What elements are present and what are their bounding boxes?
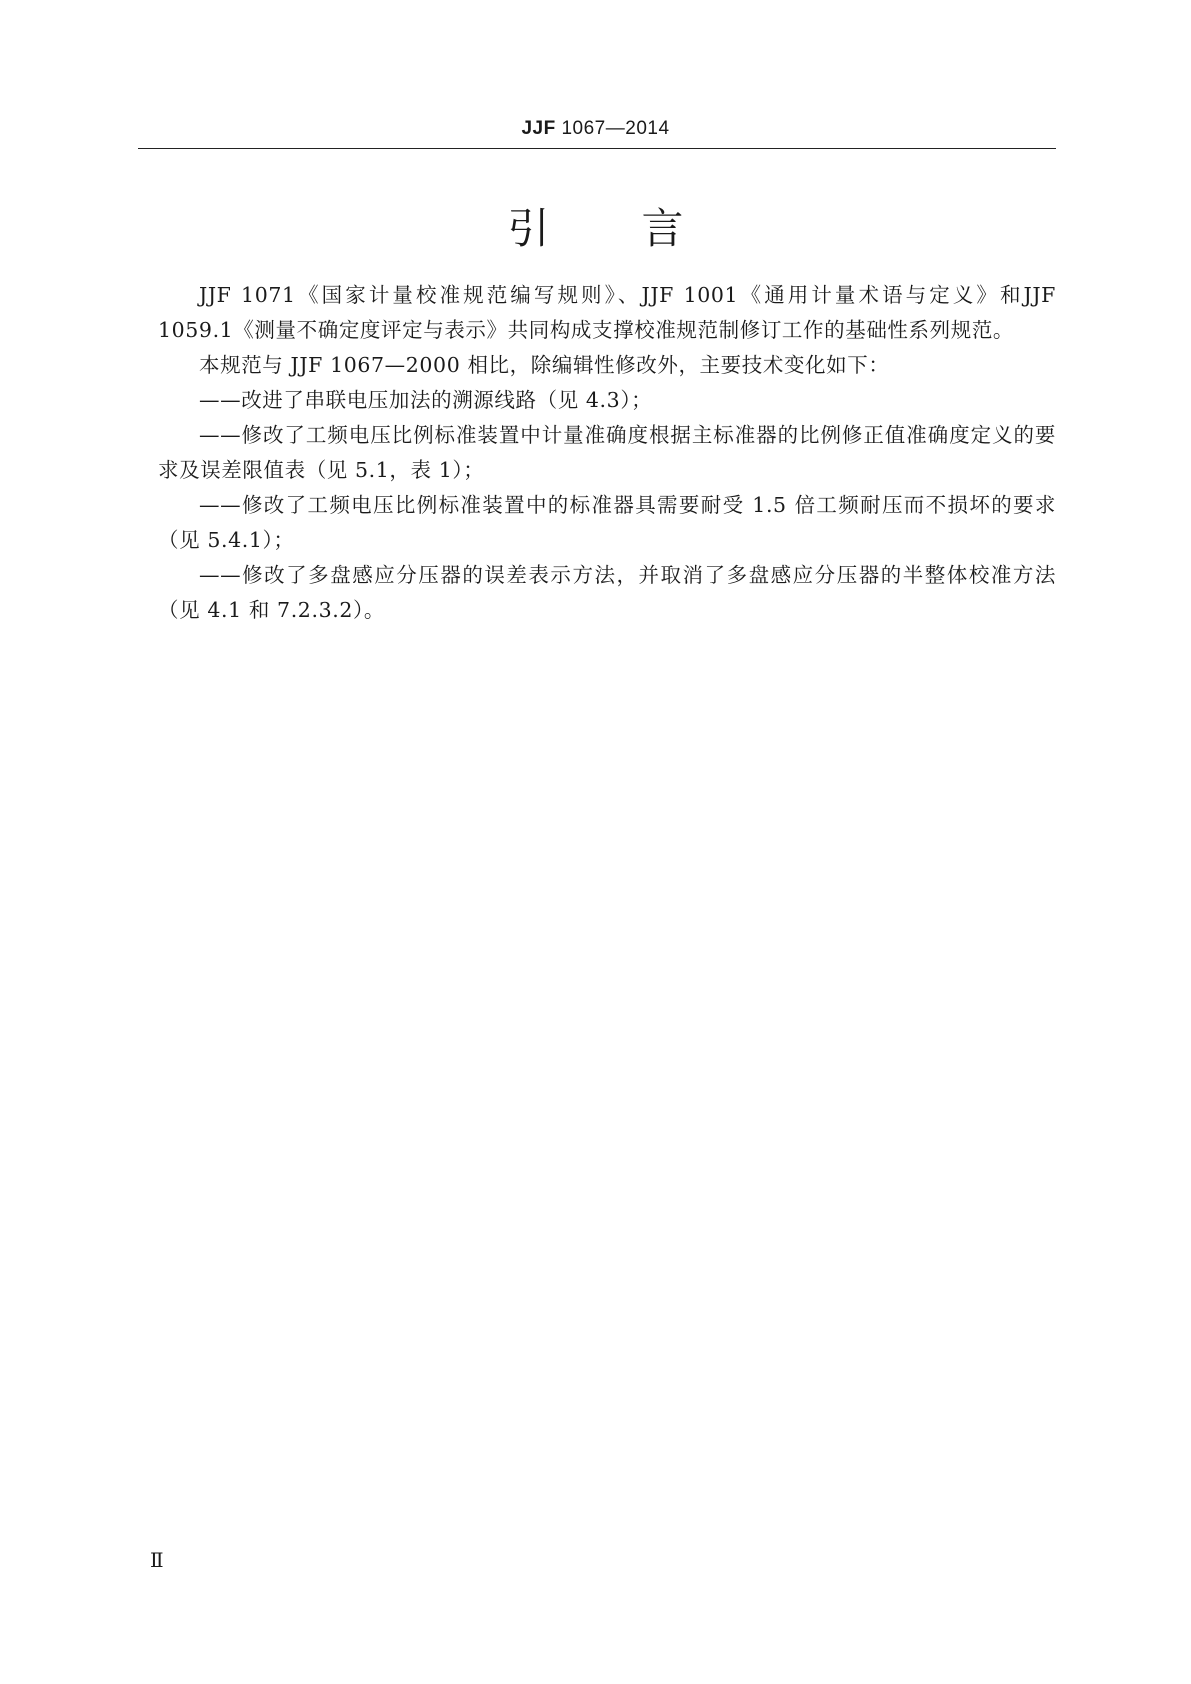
paragraph-change-item: ——修改了工频电压比例标准装置中计量准确度根据主标准器的比例修正值准确度定义的要求及误差限值表（见 5.1，表 1）； (158, 423, 1056, 482)
paragraph-change-item: ——改进了串联电压加法的溯源线路（见 4.3）； (199, 388, 653, 412)
section-title-char-2: 言 (641, 204, 684, 253)
section-title-char-1: 引 (507, 204, 550, 253)
header-rule (138, 148, 1056, 149)
running-header (0, 118, 1191, 140)
standard-code-prefix: JJF (521, 118, 556, 139)
paragraph-change-item: ——修改了多盘感应分压器的误差表示方法，并取消了多盘感应分压器的半整体校准方法（见 4.1 和 7.2.3.2）。 (158, 563, 1056, 622)
paragraph-change-item: ——修改了工频电压比例标准装置中的标准器具需要耐受 1.5 倍工频耐压而不损坏的要求（见 5.4.1）； (158, 493, 1056, 552)
standard-code-number: 1067—2014 (555, 118, 670, 139)
body-text (158, 278, 1056, 628)
section-title (0, 196, 1191, 256)
paragraph-intro: JJF 1071《国家计量校准规范编写规则》、JJF 1001《通用计量术语与定义》和JJF 1059.1《测量不确定度评定与表示》共同构成支撑校准规范制修订工作的基础性系列规范。 (158, 283, 1056, 342)
paragraph-changes-lead: 本规范与 JJF 1067—2000 相比，除编辑性修改外，主要技术变化如下： (199, 353, 890, 377)
page-number: Ⅱ (150, 1548, 164, 1572)
